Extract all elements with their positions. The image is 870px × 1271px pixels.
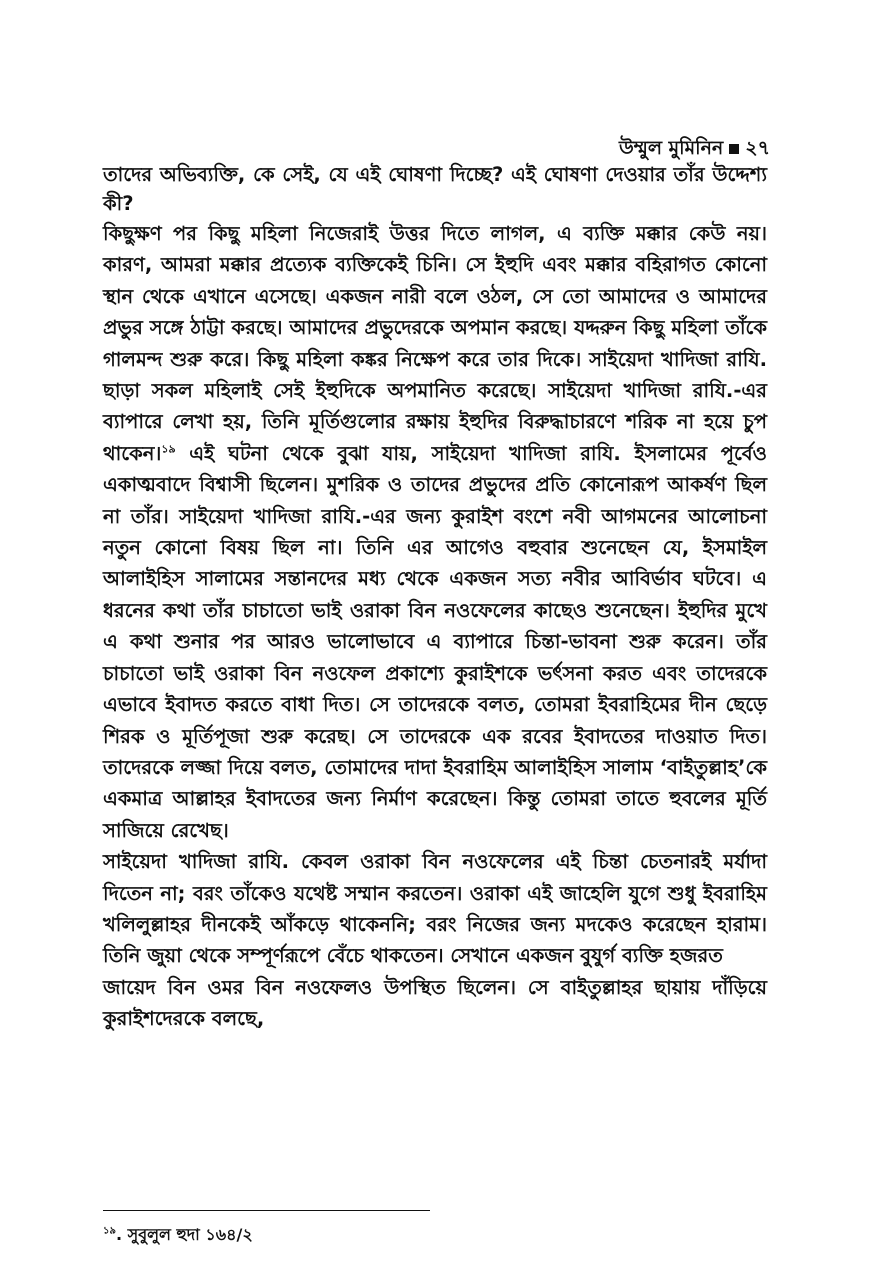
footnote-divider [103, 1210, 430, 1211]
page-number: ২৭ [745, 137, 770, 159]
footnote-reference[interactable]: ১৯ [161, 442, 176, 456]
paragraph-4: জায়েদ বিন ওমর বিন নওফেলও উপস্থিত ছিলেন। সে বাইতুল্লাহর ছায়ায় দাঁড়িয়ে কুরাইশদেরকে বলছে, [103, 975, 767, 1031]
footnote-number: ১৯ [103, 1225, 116, 1237]
book-title: উম্মুল মুমিনিন [618, 137, 724, 159]
body-text [103, 160, 767, 1035]
paragraph-2-text-b: এই ঘটনা থেকে বুঝা যায়, সাইয়েদা খাদিজা রাযি. ইসলামের পূর্বেও একাত্মবাদে বিশ্বাসী ছিলেন। মুশরিক ও তাদের প্রভুদের প্রতি কোনোরূপ আকর্ষণ ছিল না তাঁর। সাইয়েদা খাদিজা রাযি.-এর জন্য কুরাইশ বংশে নবী আগমনের আলোচনা নতুন কোনো বিষয় ছিল না। তিনি এর আগেও বহুবার শুনেছেন যে, ইসমাইল আলাইহিস সালামের সন্তানদের মধ্য থেকে একজন সত্য নবীর আবির্ভাব ঘটবে। এ ধরনের কথা তাঁর চাচাতো ভাই ওরাকা বিন নওফেলের কাছেও শুনেছেন। ইহুদির মুখে এ কথা শুনার পর আরও ভালোভাবে এ ব্যাপারে চিন্তা-ভাবনা শুরু করেন। তাঁর চাচাতো ভাই ওরাকা বিন নওফেল প্রকাশ্যে কুরাইশকে ভর্ৎসনা করত এবং তাদেরকে এভাবে ইবাদত করতে বাধা দিত। সে তাদেরকে বলত, তোমরা ইবরাহিমের দীন ছেড়ে শিরক ও মূর্তিপূজা শুরু করেছ। সে তাদেরকে এক রবের ইবাদতের দাওয়াত দিত। তাদেরকে লজ্জা দিয়ে বলত, তোমাদের দাদা ইবরাহিম আলাইহিস সালাম ‘বাইতুল্লাহ’কে একমাত্র আল্লাহর ইবাদতের জন্য নির্মাণ করেছেন। কিন্তু তোমরা তাতে হুবলের মূর্তি সাজিয়ে রেখেছ। [103, 441, 767, 842]
footnote [103, 1222, 253, 1249]
paragraph-2 [103, 218, 767, 846]
footnote-text: . সুবুলুল হুদা ১৬৪/২ [115, 1225, 253, 1244]
separator-square-icon [729, 144, 739, 154]
paragraph-3: সাইয়েদা খাদিজা রাযি. কেবল ওরাকা বিন নওফেলের এই চিন্তা চেতনারই মর্যাদা দিতেন না; বরং তাঁকেও যথেষ্ট সম্মান করতেন। ওরাকা এই জাহেলি যুগে শুধু ইবরাহিম খলিলুল্লাহর দীনকেই আঁকড়ে থাকেননি; বরং নিজের জন্য মদকেও করেছেন হারাম। তিনি জুয়া থেকে সম্পূর্ণরূপে বেঁচে থাকতেন। সেখানে একজন বুযুর্গ ব্যক্তি হজরত [103, 850, 767, 968]
paragraph-1: তাদের অভিব্যক্তি, কে সেই, যে এই ঘোষণা দিচ্ছে? এই ঘোষণা দেওয়ার তাঁর উদ্দেশ্য কী? [103, 163, 767, 215]
paragraph-2-text-a: কিছুক্ষণ পর কিছু মহিলা নিজেরাই উত্তর দিতে লাগল, এ ব্যক্তি মক্কার কেউ নয়। কারণ, আমরা মক্কার প্রত্যেক ব্যক্তিকেই চিনি। সে ইহুদি এবং মক্কার বহিরাগত কোনো স্থান থেকে এখানে এসেছে। একজন নারী বলে ওঠল, সে তো আমাদের ও আমাদের প্রভুর সঙ্গে ঠাট্টা করছে। আমাদের প্রভুদেরকে অপমান করছে। যদ্দরুন কিছু মহিলা তাঁকে গালমন্দ শুরু করে। কিছু মহিলা কঙ্কর নিক্ষেপ করে তার দিকে। সাইয়েদা খাদিজা রাযি. ছাড়া সকল মহিলাই সেই ইহুদিকে অপমানিত করেছে। সাইয়েদা খাদিজা রাযি.-এর ব্যাপারে লেখা হয়, তিনি মূর্তিগুলোর রক্ষায় ইহুদির বিরুদ্ধাচারণে শরিক না হয়ে চুপ থাকেন। [103, 222, 767, 465]
